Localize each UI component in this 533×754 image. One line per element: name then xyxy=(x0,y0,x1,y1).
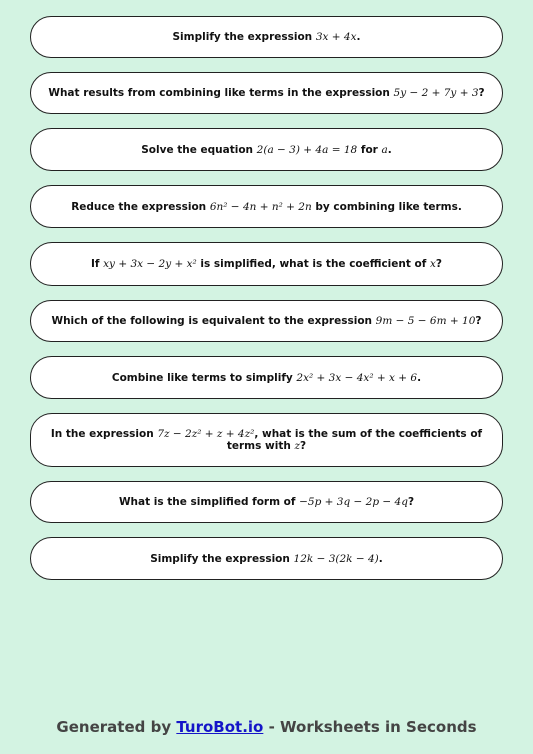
question-list xyxy=(30,16,503,594)
question-card xyxy=(30,242,503,286)
question-text-part: . xyxy=(378,552,383,565)
question-card xyxy=(30,16,503,58)
footer-suffix: - Worksheets in Seconds xyxy=(263,718,477,736)
question-text xyxy=(119,496,414,508)
question-text-part: , what is the sum of the coefficients of terms with xyxy=(226,428,483,452)
question-text-part: . xyxy=(387,143,392,156)
question-text-part: In the expression xyxy=(50,428,158,440)
question-text-part: ? xyxy=(407,496,415,508)
question-text xyxy=(173,31,361,43)
question-text xyxy=(71,201,462,213)
math-expression: 2x² + 3x − 4x² + x + 6 xyxy=(296,371,418,384)
footer-prefix: Generated by xyxy=(56,718,177,736)
question-text xyxy=(51,315,481,327)
math-expression: xy + 3x − 2y + x² xyxy=(103,258,197,270)
footer xyxy=(0,718,533,736)
question-text-part: Combine like terms to simplify xyxy=(111,371,297,384)
question-text-part: ? xyxy=(435,258,443,270)
question-text xyxy=(141,144,392,156)
question-text-part: ? xyxy=(475,315,482,327)
math-expression: 9m − 5 − 6m + 10 xyxy=(375,315,476,327)
question-text-part: Solve the equation xyxy=(141,143,257,156)
math-expression: −5p + 3q − 2p − 4q xyxy=(299,496,408,508)
math-variable: z xyxy=(294,440,301,452)
question-text-part: . xyxy=(417,371,422,384)
question-card xyxy=(30,356,503,399)
math-expression: 6n² − 4n + n² + 2n xyxy=(209,200,312,213)
question-text-part: by combining like terms. xyxy=(311,200,462,213)
math-expression: 2(a − 3) + 4a = 18 xyxy=(256,143,358,156)
question-text xyxy=(91,258,442,270)
question-text-part: Simplify the expression xyxy=(172,31,316,43)
math-expression: 12k − 3(2k − 4) xyxy=(293,552,379,565)
question-text-part: Simplify the expression xyxy=(150,552,294,565)
question-text-part: Which of the following is equivalent to the expression xyxy=(51,315,376,327)
question-text-part: . xyxy=(356,31,361,43)
question-card xyxy=(30,185,503,228)
question-card xyxy=(30,128,503,171)
question-text-part: is simplified, what is the coefficient of xyxy=(196,258,430,270)
math-expression: 3x + 4x xyxy=(315,31,357,43)
math-variable: x xyxy=(430,258,436,270)
question-text-part: Reduce the expression xyxy=(71,200,210,213)
question-card xyxy=(30,537,503,580)
turobot-link[interactable]: TuroBot.io xyxy=(176,718,264,736)
question-text-part: What is the simplified form of xyxy=(118,496,300,508)
question-text-part: for xyxy=(357,143,382,156)
math-expression: 5y − 2 + 7y + 3 xyxy=(393,87,479,99)
question-text xyxy=(45,428,488,452)
question-text-part: If xyxy=(90,258,104,270)
math-variable: a xyxy=(381,143,388,156)
question-text-part: ? xyxy=(300,440,307,452)
question-card xyxy=(30,72,503,114)
question-text xyxy=(150,553,383,565)
question-text-part: What results from combining like terms in the expression xyxy=(48,87,394,99)
question-card xyxy=(30,481,503,523)
math-expression: 7z − 2z² + z + 4z² xyxy=(157,428,255,440)
question-text-part: ? xyxy=(478,87,485,99)
question-card xyxy=(30,300,503,342)
question-card xyxy=(30,413,503,467)
question-text xyxy=(112,372,421,384)
question-text xyxy=(48,87,484,99)
